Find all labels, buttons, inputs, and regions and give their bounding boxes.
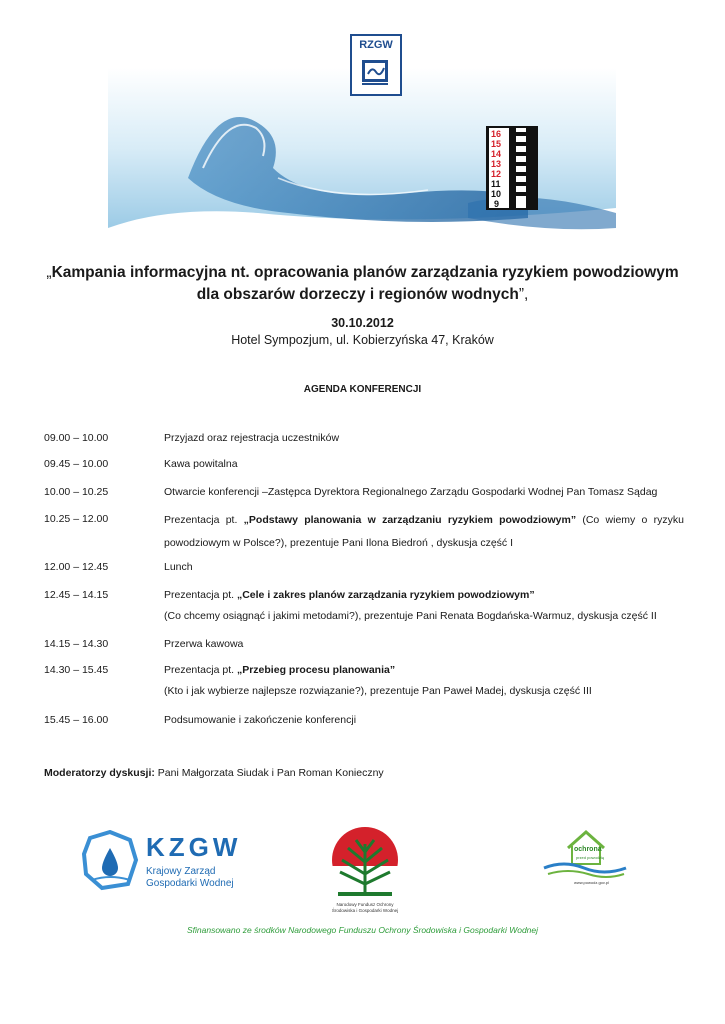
kzgw-letters: KZGW: [146, 832, 242, 862]
agenda-prefix: Prezentacja pt.: [164, 664, 237, 676]
gauge-number: 10: [491, 189, 502, 199]
kzgw-name-line-2: Gospodarki Wodnej: [146, 878, 234, 889]
agenda-description: Przyjazd oraz rejestracja uczestników: [164, 432, 340, 444]
document-title: [40, 262, 685, 306]
kzgw-name-line-1: Krajowy Zarząd: [146, 866, 216, 877]
agenda-description: Kawa powitalna: [164, 458, 238, 470]
ochrona-word: ochrona: [574, 846, 602, 853]
water-level-gauge: [486, 126, 538, 210]
agenda-time: 12.45 – 14.15: [44, 589, 109, 601]
agenda-time: 14.15 – 14.30: [44, 638, 109, 650]
gauge-number: 12: [491, 169, 502, 179]
funding-footer: Sfinansowano ze środków Narodowego Funduszu Ochrony Środowiska i Gospodarki Wodnej: [186, 925, 539, 935]
ochrona-subtitle: przed powodzią: [576, 855, 605, 860]
agenda-description: Lunch: [164, 561, 193, 573]
poland-map-drop-icon: [80, 830, 140, 892]
event-venue: Hotel Sympozjum, ul. Kobierzyńska 47, Kraków: [231, 333, 494, 347]
agenda-description: Otwarcie konferencji –Zastępca Dyrektora Regionalnego Zarządu Gospodarki Wodnej Pan Tomasz Sądag: [164, 486, 658, 498]
house-waves-icon: [540, 828, 630, 880]
moderators-label: Moderatorzy dyskusji:: [44, 767, 155, 779]
agenda-time: 12.00 – 12.45: [44, 561, 109, 573]
nfosigw-logo: [326, 822, 404, 918]
agenda-line-2: (Co chcemy osiągnąć i jakimi metodami?), prezentuje Pani Renata Bogdańska-Warmuz, dyskusja część II: [164, 610, 657, 622]
agenda-description: [164, 660, 684, 702]
agenda-time: 09.45 – 10.00: [44, 458, 109, 470]
title-line-1: [40, 262, 685, 284]
presentation-title: „Podstawy planowania w zarządzaniu ryzykiem powodziowym”: [243, 514, 577, 526]
presentation-title: „Cele i zakres planów zarządzania ryzykiem powodziowym”: [236, 589, 535, 601]
agenda-description: [164, 509, 684, 555]
agenda-time: 10.00 – 10.25: [44, 486, 109, 498]
gauge-number: 9: [494, 199, 500, 209]
rzgw-book-icon: [360, 56, 392, 88]
title-line-2-text: dla obszarów dorzeczy i regionów wodnych: [196, 286, 519, 303]
gauge-number: 15: [491, 139, 502, 149]
agenda-time: 14.30 – 15.45: [44, 664, 109, 676]
presentation-title: „Przebieg procesu planowania”: [236, 664, 396, 676]
title-close-quote: ”,: [518, 286, 529, 303]
rzgw-logo: [350, 34, 402, 96]
rzgw-logo-text: RZGW: [359, 39, 393, 51]
nfosigw-caption: Narodowy Fundusz Ochrony Środowiska i Gospodarki Wodnej: [331, 902, 399, 913]
agenda-time: 09.00 – 10.00: [44, 432, 109, 444]
agenda-time: 10.25 – 12.00: [44, 513, 109, 525]
gauge-number: 11: [491, 179, 501, 189]
agenda-suffix: (Co wiemy o ryzyku powodziowym w Polsce?), prezentuje Pani Ilona Biedroń , dyskusja część I: [164, 514, 684, 549]
moderators-names: Pani Małgorzata Siudak i Pan Roman Konieczny: [154, 767, 384, 779]
title-open-quote: „: [46, 264, 52, 281]
agenda-line-2: (Kto i jak wybierze najlepsze rozwiązanie?), prezentuje Pan Paweł Madej, dyskusja część III: [164, 685, 592, 697]
gauge-number: 16: [491, 129, 502, 139]
agenda-description: Podsumowanie i zakończenie konferencji: [164, 714, 357, 726]
agenda-time: 15.45 – 16.00: [44, 714, 109, 726]
nfosigw-emblem-icon: [326, 822, 404, 902]
agenda-prefix: Prezentacja pt.: [164, 589, 237, 601]
gauge-number: 13: [491, 159, 502, 169]
agenda-description: Przerwa kawowa: [164, 638, 244, 650]
title-line-1-text: Kampania informacyjna nt. opracowania planów zarządzania ryzykiem powodziowym: [51, 264, 679, 281]
moderators-line: [44, 767, 384, 779]
ochrona-przed-powodzia-logo: [540, 828, 630, 892]
agenda-heading: AGENDA KONFERENCJI: [303, 384, 422, 395]
kzgw-logo: [80, 830, 240, 896]
title-line-2: [40, 284, 685, 306]
event-date: 30.10.2012: [331, 316, 394, 330]
agenda-description: [164, 585, 684, 627]
agenda-prefix: Prezentacja pt.: [164, 514, 244, 526]
ochrona-url: www.powodz.gov.pl: [574, 880, 609, 885]
gauge-number: 14: [491, 149, 502, 159]
